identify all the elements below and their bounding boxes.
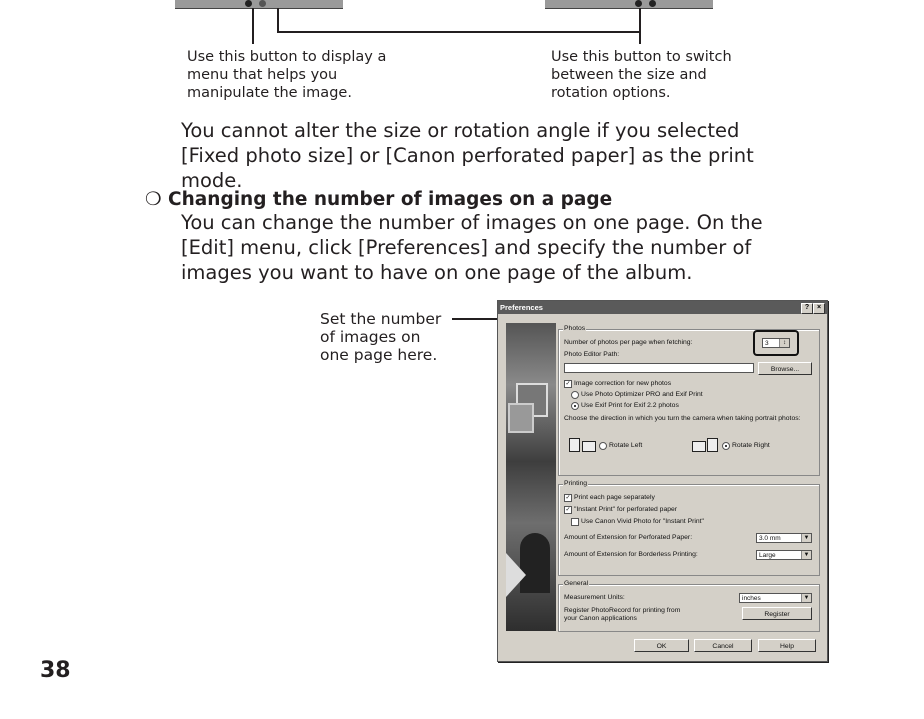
direction-label: Choose the direction in which you turn the camera when taking portrait photos: bbox=[564, 415, 801, 422]
page-number: 38 bbox=[40, 658, 71, 683]
rotate-left-radio[interactable] bbox=[599, 442, 607, 450]
each-page-checkbox[interactable]: ✓ bbox=[565, 495, 571, 501]
fetch-count-value: 3 bbox=[765, 340, 769, 347]
rotate-right-radio[interactable] bbox=[722, 442, 730, 450]
callout-left-text: Use this button to display a menu that helps you manipulate the image. bbox=[187, 49, 387, 101]
register-label: Register PhotoRecord for printing from your Canon applications bbox=[564, 607, 681, 622]
image-correction-label: Image correction for new photos bbox=[574, 380, 672, 387]
toolbar-knob bbox=[635, 0, 642, 7]
help-icon[interactable]: ? bbox=[801, 303, 813, 314]
toolbar-strip-right bbox=[545, 0, 713, 9]
each-page-label: Print each page separately bbox=[574, 494, 655, 501]
general-group-label: General bbox=[564, 580, 589, 587]
toolbar-knob bbox=[259, 0, 266, 7]
ext-perf-label: Amount of Extension for Perforated Paper: bbox=[564, 534, 693, 541]
chevron-down-icon[interactable]: ▼ bbox=[801, 594, 811, 602]
callout-right-text: Use this button to switch between the size and rotation options. bbox=[551, 49, 732, 101]
chevron-down-icon[interactable]: ▼ bbox=[801, 534, 811, 542]
fetch-count-highlight bbox=[753, 330, 799, 356]
editor-path-label: Photo Editor Path: bbox=[564, 351, 620, 358]
dialog-title-bar bbox=[498, 301, 827, 314]
chevron-down-icon[interactable]: ▼ bbox=[801, 551, 811, 559]
section-heading-text: Changing the number of images on a page bbox=[168, 189, 613, 210]
instant-print-checkbox[interactable]: ✓ bbox=[565, 507, 571, 513]
rotate-right-label: Rotate Right bbox=[732, 442, 770, 449]
callout-line-horizontal bbox=[277, 31, 641, 33]
printing-group-label: Printing bbox=[564, 480, 588, 487]
decorative-side-image bbox=[506, 323, 556, 631]
close-icon[interactable]: × bbox=[813, 303, 825, 314]
dialog-callout-text: Set the number of images on one page here. bbox=[320, 310, 442, 364]
ext-border-label: Amount of Extension for Borderless Printing: bbox=[564, 551, 698, 558]
stepper-arrows-icon[interactable]: ↕ bbox=[779, 339, 789, 347]
optimizer-label: Use Photo Optimizer PRO and Exif Print bbox=[581, 391, 703, 398]
photos-group-label: Photos bbox=[564, 325, 586, 332]
camera-portrait-icon bbox=[707, 438, 718, 452]
help-button[interactable]: Help bbox=[758, 639, 816, 652]
ext-perf-value: 3.0 mm bbox=[759, 535, 781, 542]
side-image-frame bbox=[508, 403, 534, 433]
preferences-dialog bbox=[497, 300, 828, 662]
note-paragraph: You cannot alter the size or rotation angle if you selected [Fixed photo size] or [Canon perforated paper] as the print mode. bbox=[181, 119, 754, 192]
vivid-photo-label: Use Canon Vivid Photo for "Instant Print" bbox=[581, 518, 704, 525]
browse-button[interactable]: Browse... bbox=[758, 362, 812, 375]
exif-label: Use Exif Print for Exif 2.2 photos bbox=[581, 402, 679, 409]
printing-group bbox=[558, 480, 820, 576]
ok-button[interactable]: OK bbox=[634, 639, 689, 652]
units-value: inches bbox=[742, 595, 761, 602]
camera-landscape-icon bbox=[692, 441, 706, 452]
register-button[interactable]: Register bbox=[742, 607, 812, 620]
rotate-left-label: Rotate Left bbox=[609, 442, 643, 449]
section-paragraph: You can change the number of images on one page. On the [Edit] menu, click [Preferences] and specify the number of images you want to have on one page of the album. bbox=[181, 211, 763, 284]
camera-landscape-icon bbox=[582, 441, 596, 452]
callout-line-mid bbox=[277, 8, 279, 33]
units-label: Measurement Units: bbox=[564, 594, 625, 601]
instant-print-label: "Instant Print" for perforated paper bbox=[574, 506, 678, 513]
ext-perf-select[interactable] bbox=[756, 533, 812, 543]
general-group bbox=[558, 580, 820, 632]
callout-line-left bbox=[252, 8, 254, 44]
units-select[interactable] bbox=[739, 593, 812, 603]
cancel-button[interactable]: Cancel bbox=[694, 639, 752, 652]
ext-border-select[interactable] bbox=[756, 550, 812, 560]
callout-line-right bbox=[639, 8, 641, 44]
bullet-icon: ❍ bbox=[145, 189, 162, 210]
optimizer-radio[interactable] bbox=[571, 391, 579, 399]
side-image-triangle bbox=[506, 553, 526, 597]
camera-portrait-icon bbox=[569, 438, 580, 452]
toolbar-knob bbox=[245, 0, 252, 7]
image-correction-checkbox[interactable]: ✓ bbox=[565, 381, 571, 387]
dialog-title: Preferences bbox=[500, 303, 543, 312]
toolbar-strip-left bbox=[175, 0, 343, 9]
section-heading bbox=[145, 188, 612, 212]
editor-path-input[interactable] bbox=[564, 363, 754, 373]
vivid-photo-checkbox[interactable] bbox=[571, 518, 579, 526]
ext-border-value: Large bbox=[759, 552, 776, 559]
toolbar-knob bbox=[649, 0, 656, 7]
fetch-count-label: Number of photos per page when fetching: bbox=[564, 339, 693, 346]
exif-radio[interactable] bbox=[571, 402, 579, 410]
